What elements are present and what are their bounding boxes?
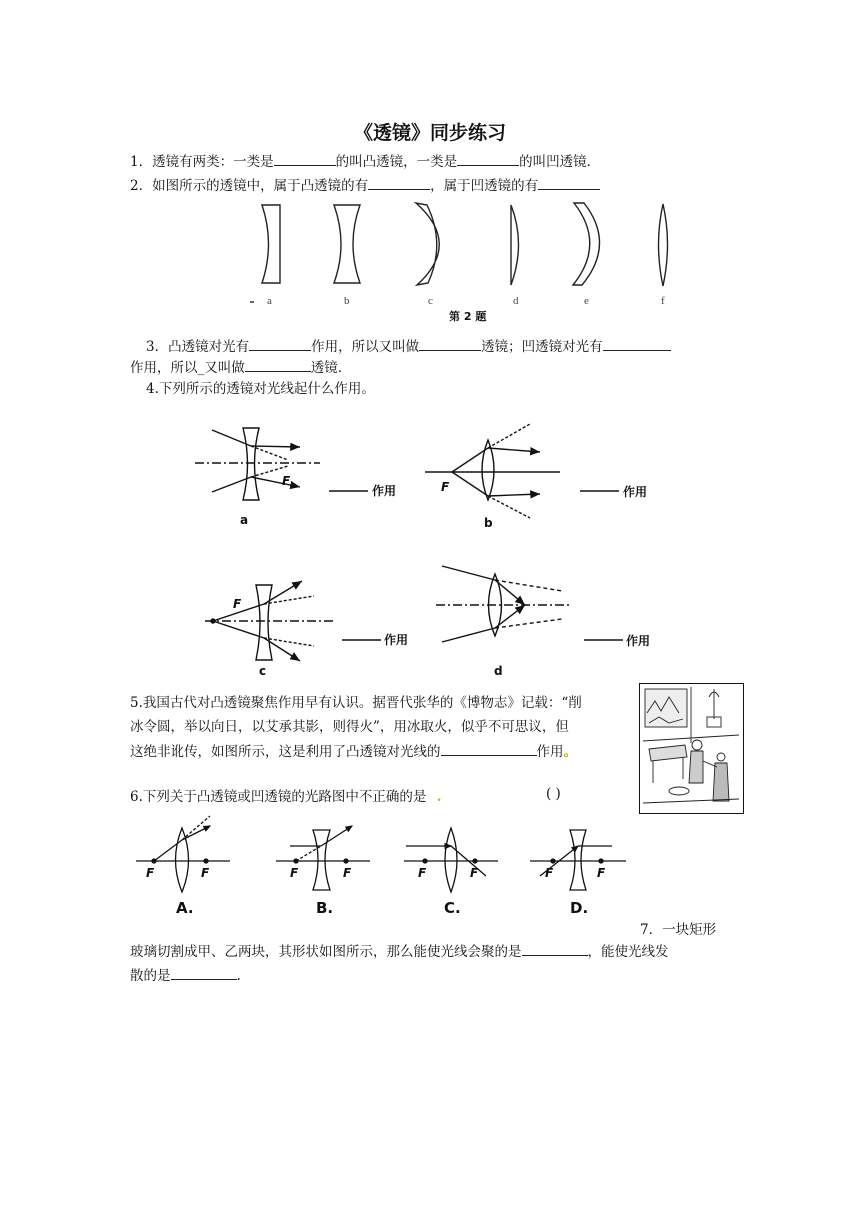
q6-answer-paren[interactable]: ( ) xyxy=(546,786,561,802)
q4-label-b: b xyxy=(484,516,493,530)
q4b-effect-label: 作用 xyxy=(623,485,648,499)
q6-option-c[interactable]: C. xyxy=(444,899,461,917)
question-7-line-1: 7．一块矩形 xyxy=(640,922,717,938)
q7-text-a: 玻璃切割成甲、乙两块，其形状如图所示，那么能使光线会聚的是 xyxy=(130,944,522,960)
lens-label-b: b xyxy=(344,295,350,307)
q4a-effect-label: 作用 xyxy=(372,484,397,498)
q1-text-a: 1．透镜有两类：一类是 xyxy=(130,154,274,170)
q6d-focus-left: F xyxy=(545,866,554,880)
q5-end-mark: 。 xyxy=(563,744,577,760)
q6c-lens xyxy=(445,828,457,892)
question-5-line-1: 5.我国古代对凸透镜聚焦作用早有认识。据晋代张华的《博物志》记载：“削 xyxy=(130,695,582,711)
lens-label-f: f xyxy=(661,295,665,307)
lens-label-a: a xyxy=(267,295,272,307)
q5-text-a: 这绝非讹传，如图所示，这是利用了凸透镜对光线的 xyxy=(130,744,441,760)
q7-text-b: ，能使光线发 xyxy=(587,944,669,960)
lens-label-d: d xyxy=(513,295,519,307)
q6-option-d[interactable]: D. xyxy=(570,899,589,917)
q6b-focus-left: F xyxy=(290,866,299,880)
question-7-line-3 xyxy=(130,966,241,985)
q4c-focus-label: F xyxy=(233,597,242,611)
q1-text-b: 的叫凸透镜，一类是 xyxy=(335,154,458,170)
q3-text-a: 3．凸透镜对光有 xyxy=(146,339,250,355)
q4-label-c: c xyxy=(259,664,267,678)
q7-text-c: 散的是 xyxy=(130,968,171,984)
q6-option-a[interactable]: A. xyxy=(176,899,194,917)
q6-mark: . xyxy=(436,789,442,805)
q6-option-b[interactable]: B. xyxy=(316,899,334,917)
question-7-line-2 xyxy=(130,942,669,961)
question-5-line-2: 冰令圆，举以向日，以艾承其影，则得火”，用冰取火，似乎不可思议，但 xyxy=(130,719,569,735)
q6c-focus-left: F xyxy=(418,866,427,880)
q4-label-d: d xyxy=(494,664,503,678)
q4b-focus-label: F xyxy=(441,480,450,494)
page-title: 《透镜》同步练习 xyxy=(353,122,506,144)
q3-text-b: 作用，所以又叫做 xyxy=(311,339,420,355)
q6a-focus-left: F xyxy=(146,866,155,880)
q6b-lens xyxy=(313,830,330,890)
q6d-focus-right: F xyxy=(597,866,606,880)
q3-text-c: 透镜；凹透镜对光有 xyxy=(481,339,603,355)
q6-text: 6.下列关于凸透镜或凹透镜的光路图中不正确的是 xyxy=(130,789,427,805)
q2-text-a: 2．如图所示的透镜中，属于凸透镜的有 xyxy=(130,178,369,194)
q4-label-a: a xyxy=(240,513,249,527)
q7-blank-2[interactable] xyxy=(171,966,237,980)
q4a-focus-label: F xyxy=(282,474,291,488)
lens-label-e: e xyxy=(584,295,589,307)
q5-text-b: 作用 xyxy=(536,744,564,760)
q2-caption: 第 2 题 xyxy=(449,310,487,323)
q7-blank-1[interactable] xyxy=(522,942,588,956)
lens-label-c: c xyxy=(428,295,433,307)
q3-text-e: 透镜． xyxy=(310,360,352,376)
q3-text-d: 作用，所以_又叫做 xyxy=(130,360,245,376)
q1-text-c: 的叫凹透镜． xyxy=(519,154,601,170)
question-4: 4.下列所示的透镜对光线起什么作用。 xyxy=(146,381,375,397)
q7-text-d: . xyxy=(236,968,241,984)
q4d-effect-label: 作用 xyxy=(626,634,651,648)
q6c-focus-right: F xyxy=(470,866,479,880)
q6d-lens xyxy=(570,830,586,890)
q2-text-b: ，属于凹透镜的有 xyxy=(430,178,539,194)
q4c-effect-label: 作用 xyxy=(384,633,409,647)
q6b-focus-right: F xyxy=(343,866,352,880)
q6a-focus-right: F xyxy=(201,866,210,880)
